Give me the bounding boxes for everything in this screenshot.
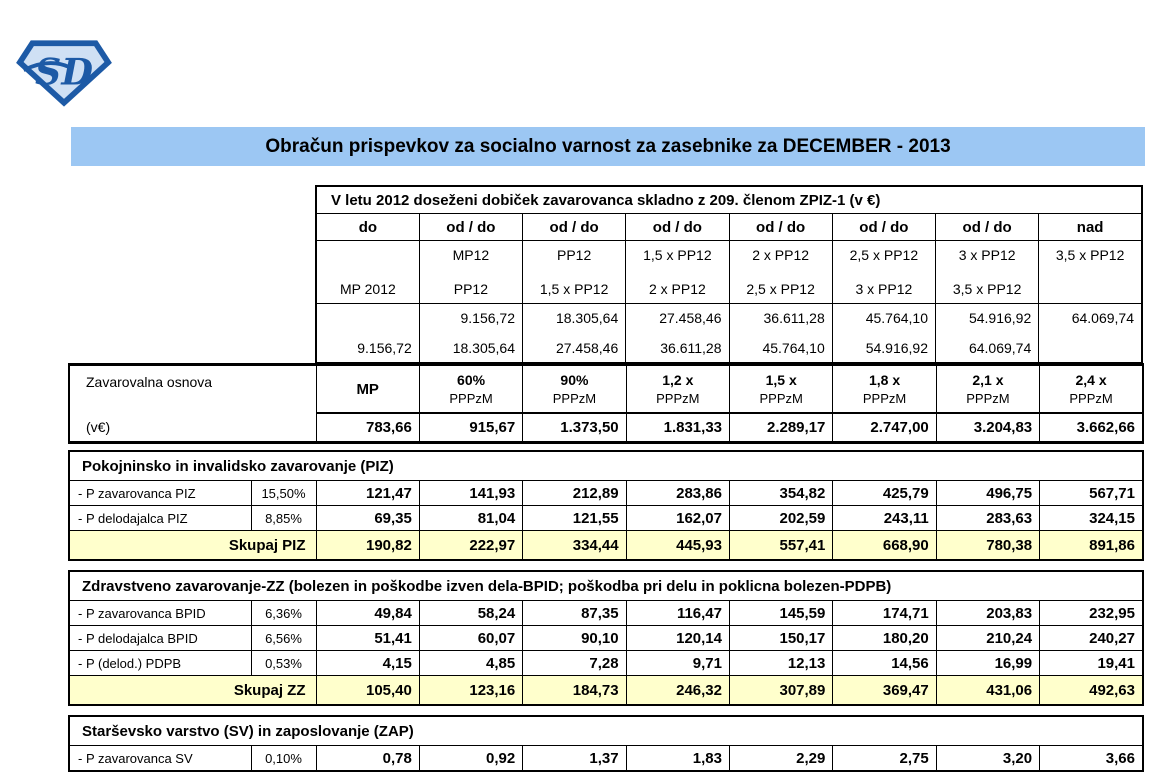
bound-name-cell <box>626 241 729 304</box>
bound-value-cell <box>832 304 935 363</box>
base-value-cell: 2.289,17 <box>730 413 833 443</box>
total-value: 184,73 <box>523 676 626 706</box>
range-header-cell: do <box>316 214 419 241</box>
contrib-label: - P (delod.) PDPB <box>69 651 251 676</box>
contrib-value: 121,47 <box>316 481 419 506</box>
range-header-cell: od / do <box>832 214 935 241</box>
multiplier-cell <box>523 365 626 414</box>
bound-name-cell <box>729 241 832 304</box>
contrib-value: 58,24 <box>419 601 522 626</box>
lower-bound: 45.764,10 <box>762 340 825 356</box>
bound-value-cell <box>626 304 729 363</box>
section-title: Pokojninsko in invalidsko zavarovanje (PIZ) <box>69 451 1143 481</box>
lower-bound: 3,5 x PP12 <box>952 281 1022 297</box>
contrib-value: 0,92 <box>419 746 522 772</box>
contrib-value: 4,85 <box>419 651 522 676</box>
contrib-value: 121,55 <box>523 506 626 531</box>
total-label: Skupaj PIZ <box>69 531 316 561</box>
contrib-value: 12,13 <box>730 651 833 676</box>
multiplier-top: 2,1 x <box>972 372 1004 388</box>
profit-table-title: V letu 2012 doseženi dobiček zavarovanca skladno z 209. členom ZPIZ-1 (v €) <box>316 186 1142 214</box>
bound-value-cell <box>729 304 832 363</box>
contrib-value: 116,47 <box>626 601 729 626</box>
upper-bound: 3 x PP12 <box>958 247 1016 263</box>
contrib-value: 0,78 <box>316 746 419 772</box>
multiplier-cell <box>316 365 419 414</box>
lower-bound: MP 2012 <box>339 281 396 297</box>
bound-name-cell <box>1039 241 1142 304</box>
profit-range-table <box>315 185 1143 363</box>
multiplier-bottom: PPPzM <box>759 391 803 406</box>
contrib-value: 141,93 <box>419 481 522 506</box>
multiplier-cell <box>1040 365 1143 414</box>
multiplier-cell <box>936 365 1039 414</box>
lower-bound: 2 x PP12 <box>648 281 706 297</box>
section-sv-table <box>68 715 1144 772</box>
upper-bound: 27.458,46 <box>659 310 722 326</box>
bound-name-cell <box>936 241 1039 304</box>
lower-bound: 27.458,46 <box>555 340 619 356</box>
base-label: Zavarovalna osnova <box>86 374 213 390</box>
upper-bound: 1,5 x PP12 <box>643 247 712 263</box>
contrib-label: - P delodajalca BPID <box>69 626 251 651</box>
section-zz-table <box>68 570 1144 706</box>
multiplier-top: 2,4 x <box>1075 372 1107 388</box>
contrib-value: 496,75 <box>936 481 1039 506</box>
total-value: 307,89 <box>730 676 833 706</box>
contrib-value: 1,37 <box>523 746 626 772</box>
contrib-value: 162,07 <box>626 506 729 531</box>
lower-bound: 18.305,64 <box>452 340 515 356</box>
bound-value-cell <box>419 304 522 363</box>
multiplier-bottom: PPPzM <box>862 391 907 406</box>
contrib-label: - P zavarovanca PIZ <box>69 481 251 506</box>
contrib-value: 212,89 <box>523 481 626 506</box>
contrib-value: 240,27 <box>1040 626 1143 651</box>
total-value: 369,47 <box>833 676 936 706</box>
base-value-cell: 2.747,00 <box>833 413 936 443</box>
lower-bound: 36.611,28 <box>660 340 722 356</box>
contrib-value: 3,20 <box>936 746 1039 772</box>
multiplier-bottom: PPPzM <box>1069 391 1113 406</box>
total-value: 190,82 <box>316 531 419 561</box>
contrib-value: 2,29 <box>730 746 833 772</box>
contrib-value: 60,07 <box>419 626 522 651</box>
lower-bound: 2,5 x PP12 <box>746 281 815 297</box>
upper-bound: 64.069,74 <box>1071 310 1134 326</box>
contrib-value: 232,95 <box>1040 601 1143 626</box>
range-header-cell: od / do <box>729 214 832 241</box>
contrib-value: 51,41 <box>316 626 419 651</box>
contrib-value: 87,35 <box>523 601 626 626</box>
contrib-value: 203,83 <box>936 601 1039 626</box>
section-piz-table <box>68 450 1144 561</box>
total-value: 668,90 <box>833 531 936 561</box>
contrib-rate: 0,10% <box>251 746 316 772</box>
multiplier-top: 60% <box>457 372 486 388</box>
bound-value-cell <box>1039 304 1142 363</box>
upper-bound: 2 x PP12 <box>752 247 810 263</box>
upper-bound: 45.764,10 <box>865 310 928 326</box>
multiplier-bottom: PPPzM <box>656 391 700 406</box>
contrib-value: 49,84 <box>316 601 419 626</box>
contrib-value: 324,15 <box>1040 506 1143 531</box>
total-value: 891,86 <box>1040 531 1143 561</box>
contrib-value: 3,66 <box>1040 746 1143 772</box>
lower-bound: PP12 <box>453 281 488 297</box>
contrib-rate: 6,56% <box>251 626 316 651</box>
range-header-cell: od / do <box>523 214 626 241</box>
range-header-cell: od / do <box>626 214 729 241</box>
section-title: Zdravstveno zavarovanje-ZZ (bolezen in poškodbe izven dela-BPID; poškodba pri delu in poklicna bolezen-PDPB) <box>69 571 1143 601</box>
base-value-cell: 3.662,66 <box>1040 413 1143 443</box>
bound-value-cell <box>523 304 626 363</box>
contrib-rate: 0,53% <box>251 651 316 676</box>
contrib-value: 7,28 <box>523 651 626 676</box>
section-title: Starševsko varstvo (SV) in zaposlovanje (ZAP) <box>69 716 1143 746</box>
lower-bound: 3 x PP12 <box>855 281 913 297</box>
lower-bound: 64.069,74 <box>968 340 1032 356</box>
tables-wrapper <box>68 185 1144 772</box>
contrib-value: 19,41 <box>1040 651 1143 676</box>
total-value: 431,06 <box>936 676 1039 706</box>
contrib-value: 202,59 <box>730 506 833 531</box>
insurance-base-table <box>68 363 1144 444</box>
contrib-value: 283,86 <box>626 481 729 506</box>
base-label-cell <box>69 365 316 443</box>
bound-value-cell <box>936 304 1039 363</box>
multiplier-bottom: PPPzM <box>552 391 597 406</box>
contrib-value: 2,75 <box>833 746 936 772</box>
contrib-value: 145,59 <box>730 601 833 626</box>
total-label: Skupaj ZZ <box>69 676 316 706</box>
lower-bound: 9.156,72 <box>357 340 412 356</box>
range-header-cell: od / do <box>419 214 522 241</box>
upper-bound: 18.305,64 <box>555 310 619 326</box>
range-header-cell: nad <box>1039 214 1142 241</box>
contrib-value: 120,14 <box>626 626 729 651</box>
contrib-value: 243,11 <box>833 506 936 531</box>
total-value: 334,44 <box>523 531 626 561</box>
multiplier-cell <box>626 365 729 414</box>
contrib-rate: 15,50% <box>251 481 316 506</box>
multiplier-cell <box>833 365 936 414</box>
range-header-cell: od / do <box>936 214 1039 241</box>
contrib-value: 354,82 <box>730 481 833 506</box>
contrib-value: 81,04 <box>419 506 522 531</box>
contrib-value: 180,20 <box>833 626 936 651</box>
multiplier-top: 1,8 x <box>868 372 901 388</box>
company-logo <box>16 38 112 108</box>
total-value: 246,32 <box>626 676 729 706</box>
contrib-value: 283,63 <box>936 506 1039 531</box>
contrib-value: 4,15 <box>316 651 419 676</box>
page-title: Obračun prispevkov za socialno varnost za zasebnike za DECEMBER - 2013 <box>71 127 1145 166</box>
contrib-value: 567,71 <box>1040 481 1143 506</box>
total-value: 780,38 <box>936 531 1039 561</box>
multiplier-cell <box>730 365 833 414</box>
base-value-cell: 1.831,33 <box>626 413 729 443</box>
contrib-label: - P zavarovanca SV <box>69 746 251 772</box>
contrib-value: 1,83 <box>626 746 729 772</box>
bound-value-cell <box>316 304 419 363</box>
upper-bound: 9.156,72 <box>460 310 515 326</box>
multiplier-bottom: PPPzM <box>449 391 493 406</box>
contrib-value: 210,24 <box>936 626 1039 651</box>
base-unit: (v€) <box>86 419 111 435</box>
multiplier-top: 1,5 x <box>765 372 797 388</box>
lower-bound: 1,5 x PP12 <box>539 281 609 297</box>
total-value: 445,93 <box>626 531 729 561</box>
bound-name-cell <box>832 241 935 304</box>
base-value-cell: 915,67 <box>419 413 522 443</box>
upper-bound: 2,5 x PP12 <box>849 247 919 263</box>
base-value-cell: 3.204,83 <box>936 413 1039 443</box>
base-value-cell: 1.373,50 <box>523 413 626 443</box>
multiplier-top: 90% <box>560 372 589 388</box>
logo-letters: SD <box>35 50 93 94</box>
multiplier-top: 1,2 x <box>662 372 694 388</box>
bound-name-cell <box>523 241 626 304</box>
total-value: 105,40 <box>316 676 419 706</box>
contrib-value: 9,71 <box>626 651 729 676</box>
multiplier-cell <box>419 365 522 414</box>
base-value-cell: 783,66 <box>316 413 419 443</box>
contrib-label: - P zavarovanca BPID <box>69 601 251 626</box>
contrib-value: 14,56 <box>833 651 936 676</box>
contrib-label: - P delodajalca PIZ <box>69 506 251 531</box>
upper-bound: 54.916,92 <box>968 310 1032 326</box>
upper-bound: 36.611,28 <box>763 310 825 326</box>
contrib-value: 425,79 <box>833 481 936 506</box>
contrib-value: 90,10 <box>523 626 626 651</box>
bound-name-cell <box>419 241 522 304</box>
lower-bound: 54.916,92 <box>865 340 928 356</box>
total-value: 222,97 <box>419 531 522 561</box>
bound-name-cell <box>316 241 419 304</box>
upper-bound: MP12 <box>452 247 490 263</box>
upper-bound: 3,5 x PP12 <box>1055 247 1125 263</box>
upper-bound: PP12 <box>557 247 592 263</box>
total-value: 492,63 <box>1040 676 1143 706</box>
contrib-rate: 6,36% <box>251 601 316 626</box>
total-value: 123,16 <box>419 676 522 706</box>
contrib-value: 69,35 <box>316 506 419 531</box>
multiplier-bottom: PPPzM <box>966 391 1010 406</box>
multiplier-top: MP <box>356 380 379 398</box>
contrib-value: 16,99 <box>936 651 1039 676</box>
contrib-value: 174,71 <box>833 601 936 626</box>
contrib-rate: 8,85% <box>251 506 316 531</box>
total-value: 557,41 <box>730 531 833 561</box>
contrib-value: 150,17 <box>730 626 833 651</box>
